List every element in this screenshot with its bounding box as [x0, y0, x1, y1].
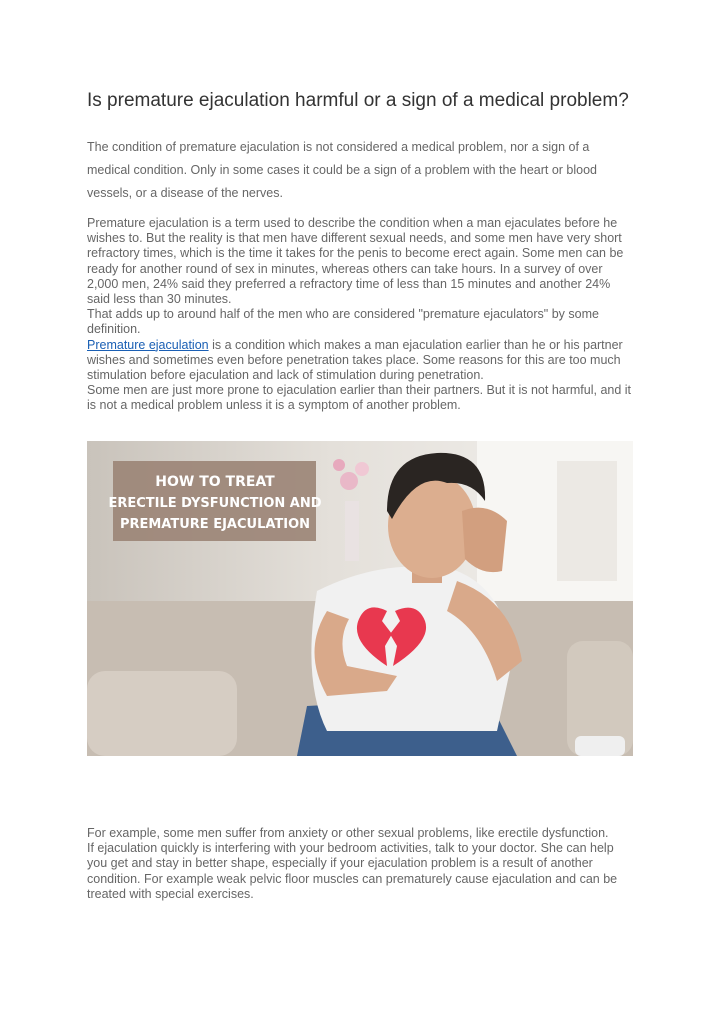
banner-line-2: ERECTILE DYSFUNCTION AND [108, 496, 322, 511]
paragraph-6: If ejaculation quickly is interfering with your bedroom activities, talk to your doctor. She can help you get and stay in better shape, especially if your ejaculation problem is a result of another condition. For example weak pelvic floor muscles can prematurely cause ejaculation and can be treated with special exercises. [87, 841, 618, 901]
flower-icon [340, 472, 358, 490]
intro-paragraph: The condition of premature ejaculation is not considered a medical problem, nor a sign of a medical condition. Only in some cases it could be a sign of a problem with the heart or blood vessels, or a disease of the nerves. [87, 140, 597, 200]
vase [345, 501, 359, 561]
window-frame [557, 461, 617, 581]
illustration [87, 441, 633, 756]
paragraph-3 [87, 338, 635, 384]
paragraph-1: Premature ejaculation is a term used to describe the condition when a man ejaculates before he wishes to. But the reality is that men have different sexual needs, and some men have very short refractory times, which is the time it takes for the penis to become erect again. Some men can be ready for another round of sex in minutes, whereas others can take hours. In a survey of over 2,000 men, 24% said they preferred a refractory time of less than 15 minutes and another 24% said less than 30 minutes. [87, 216, 624, 307]
article-image [87, 441, 633, 756]
flower-icon [333, 459, 345, 471]
paragraph-3-text: is a condition which makes a man ejaculation earlier than he or his partner wishes and sometimes even before penetration takes place. Some reasons for this are too much stimulation before ejaculation and lack of stimulation during penetration. [87, 337, 623, 383]
sofa-cushion [87, 671, 237, 756]
banner-line-1: HOW TO TREAT [155, 474, 275, 490]
paragraph-4: Some men are just more prone to ejaculation earlier than their partners. But it is not harmful, and it is not a medical problem unless it is a symptom of another problem. [87, 383, 632, 413]
article-heading: Is premature ejaculation harmful or a sign of a medical problem? [87, 90, 629, 111]
paragraph-2: That adds up to around half of the men who are considered "premature ejaculators" by some definition. [87, 307, 599, 337]
banner-line-3: PREMATURE EJACULATION [119, 517, 311, 532]
telephone-icon [575, 736, 625, 756]
article-bottom [87, 826, 635, 902]
article-top [87, 88, 635, 414]
flower-icon [355, 462, 369, 476]
paragraph-5: For example, some men suffer from anxiety or other sexual problems, like erectile dysfunction. [87, 826, 609, 840]
premature-ejaculation-link[interactable]: Premature ejaculation [87, 337, 209, 352]
